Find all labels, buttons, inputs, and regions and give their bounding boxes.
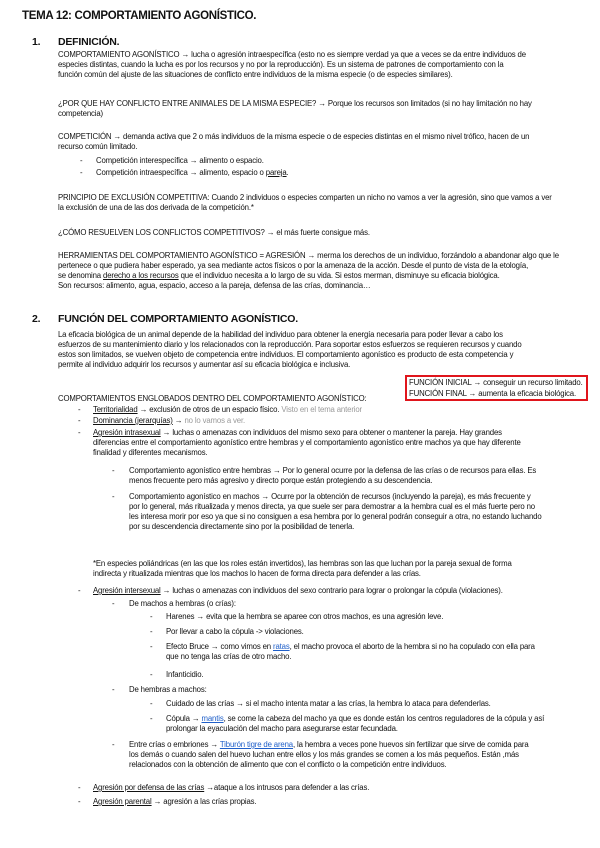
document-title: TEMA 12: COMPORTAMIENTO AGONÍSTICO. [22,10,257,22]
mantis-link[interactable]: mantis [201,714,224,723]
territoriality-item [93,405,362,415]
parental-aggression-item [93,797,256,807]
list-item: Competición interespecífica → alimento o espacio. [96,156,264,165]
text-line: ¿POR QUE HAY CONFLICTO ENTRE ANIMALES DE LA MISMA ESPECIE? → Porque los recursos son limitados (si no hay limitación no hay [58,99,532,108]
text-line: por su descendencia directamente sino por la posibilidad de tenerla. [129,522,355,531]
text-line [58,271,559,281]
bullet-dash: - [80,168,83,177]
text-span: → luchas o amenazas con individuos del sexo contrario para lograr o prolongar la cópula (violaciones). [160,586,503,595]
bullet-dash: - [150,699,153,708]
text-line: especies distintas, cuando la lucha es por los recursos y no por la reproducción). Es un sistema de patrones de comportamiento con la [58,60,504,69]
bullet-dash: - [150,612,153,621]
text-line: prolongar la eyaculación del macho para asegurarse estar fecundada. [166,724,398,733]
bullet-dash: - [150,642,153,651]
text-line: Son recursos: alimento, agua, espacio, acceso a la pareja, defensa de las crías, dominancia… [58,281,371,290]
text-line: estos son limitados, se vuelven objeto de competencia entre individuos. El comportamiento agonístico es producto de esta competencia y [58,350,514,359]
text-line [129,740,529,750]
text-line [93,428,521,438]
resolution-question: ¿CÓMO RESUELVEN LOS CONFLICTOS COMPETITIVOS? → el más fuerte consigue más. [58,228,370,237]
text-line: competencia) [58,109,104,118]
text-line: diferencias entre el comportamiento agonístico entre hembras y el comportamiento agonístico entre machos ya que hay diferente [93,438,521,447]
text-span: Entre crías o embriones → [129,740,220,749]
text-line: menos frecuente pero más agresivo y directo porque están protegiendo a su descendencia. [129,476,433,485]
text-span: → [172,416,185,425]
text-span: → agresión a las crías propias. [151,797,257,806]
text-span: → exclusión de otros de un espacio físico. [137,405,282,414]
initial-function-line: FUNCIÓN INICIAL → conseguir un recurso limitado. [409,378,583,387]
female-to-male-heading: De hembras a machos: [129,685,207,694]
list-item: Por llevar a cabo la cópula -> violaciones. [166,627,304,636]
text-line: pertenece o que pudiera haber esperado, ya sea mediante actos físicos o por la amenaza de la acción. Desde el punto de vista de la etología, [58,261,529,270]
male-agonistic-item [129,492,542,532]
text-line: relacionados con la obtención de alimento que con el conflicto o la competición entre individuos. [129,760,447,769]
underlined-term: Agresión por defensa de las crías [93,783,205,792]
bullet-dash: - [150,714,153,723]
function-paragraph [58,330,522,370]
bullet-dash: - [112,740,115,749]
tools-paragraph [58,251,559,291]
mantis-item [166,714,544,734]
bullet-dash: - [78,783,81,792]
text-line: *En especies poliándricas (en las que los roles están invertidos), las hembras son las que luchan por la pareja sexual de forma [93,559,512,568]
text-span: →ataque a los intrusos para defender a las crías. [204,783,370,792]
text-line: indirecta y ritualizada mientras que los machos lo hacen de forma directa para defender a las crías. [93,569,421,578]
text-span: que el individuo necesita a lo largo de su vida. Si estos merman, disminuye su eficacia biológica. [178,271,500,280]
text-line: la exclusión de una de las dos derivada de la competición.* [58,203,254,212]
underlined-term: pareja [265,168,287,177]
text-line [166,642,535,652]
underlined-term: Territorialidad [93,405,138,414]
text-span: . [286,168,289,177]
section-title: DEFINICIÓN. [58,36,120,48]
section-1-heading [32,36,119,48]
bullet-dash: - [112,599,115,608]
bullet-dash: - [150,627,153,636]
text-line: COMPETICIÓN → demanda activa que 2 o más individuos de la misma especie o de especies distintas en el mismo nivel trófico, hacen de un [58,132,530,141]
underlined-term: Dominancia (jerarquías) [93,416,173,425]
gray-note: Visto en el tema anterior [281,405,362,414]
bullet-dash: - [78,797,81,806]
bullet-dash: - [78,586,81,595]
exclusion-principle-paragraph [58,193,552,213]
text-line: recurso común limitado. [58,142,138,151]
text-line: HERRAMIENTAS DEL COMPORTAMIENTO AGONÍSTICO = AGRESIÓN → merma los derechos de un individuo, forzándolo a abandonar algo que le [58,251,559,260]
bullet-dash: - [80,156,83,165]
text-line: PRINCIPIO DE EXCLUSIÓN COMPETITIVA: Cuando 2 individuos o especies comparten un nicho no vamos a ver la agresión, sino que vamos a ver [58,193,552,202]
polyandry-note [93,559,512,579]
text-line: los demás o cuando salen del huevo luchan entre ellos y los más grandes se comen a los más pequeños. Están ,más [129,750,519,759]
bullet-dash: - [112,685,115,694]
definition-paragraph [58,50,526,80]
sand-tiger-shark-link[interactable]: Tiburón tigre de arena [219,740,293,749]
list-item: Harenes → evita que la hembra se aparee con otros machos, es una agresión leve. [166,612,444,621]
text-span: → luchas o amenazas con individuos del mismo sexo para obtener o mantener la pareja. Hay grandes [160,428,502,437]
underlined-term: derecho a los recursos [103,271,179,280]
text-line: permite al individuo adquirir los recursos y aumentar así su eficacia biológica e inclusiva. [58,360,351,369]
text-line: les interesa morir por eso ya que si no consiguen a esa hembra por lo general podrán conseguir a otra, no estando luchando [129,512,542,521]
text-span: , el macho provoca el aborto de la hembra si no ha copulado con ella para [289,642,535,651]
text-line: COMPORTAMIENTO AGONÍSTICO → lucha o agresión intraespecífica (esto no es siempre verdad ya que a veces se da entre individuos de [58,50,526,59]
function-highlight-box [405,375,588,401]
bullet-dash: - [150,670,153,679]
bullet-dash: - [78,428,81,437]
text-line: Comportamiento agonístico entre hembras → Por lo general ocurre por la defensa de las crías o de recursos para ellas. Es [129,466,537,475]
bullet-dash: - [78,405,81,414]
bullet-dash: - [112,492,115,501]
underlined-term: Agresión intrasexual [93,428,161,437]
bullet-dash: - [112,466,115,475]
text-line: Comportamiento agonístico en machos → Ocurre por la obtención de recursos (incluyendo la pareja), es más frecuente y [129,492,531,501]
bruce-effect-item [166,642,535,662]
bullet-dash: - [78,416,81,425]
text-line [166,714,544,724]
text-line: por lo general, más ritualizada y menos directa, ya que suele ser para demostrar a la hembra cual es el más fuerte pero no [129,502,535,511]
text-line: esfuerzos de su mantenimiento diario y los relacionados con la reproducción. Para soportar estos esfuerzos se requieren recursos y cuando [58,340,522,349]
final-function-line: FUNCIÓN FINAL → aumenta la eficacia biológica. [409,389,577,398]
text-line: finalidad y diferentes mecanismos. [93,448,208,457]
conflict-question-paragraph [58,99,532,119]
list-item: Cuidado de las crías → si el macho intenta matar a las crías, la hembra lo ataca para defenderlas. [166,699,491,708]
text-span: , la hembra a veces pone huevos sin fertilizar que sirve de comida para [293,740,529,749]
competition-paragraph [58,132,529,152]
text-line: función común del ajuste de las situaciones de conflicto entre individuos de la misma especie (o de especies similares). [58,70,453,79]
intersexual-aggression-item [93,586,503,596]
section-number: 2. [32,313,41,325]
text-span: Efecto Bruce → como vimos en [166,642,274,651]
underlined-term: Agresión parental [93,797,152,806]
list-item [96,168,289,178]
text-line: La eficacia biológica de un animal depende de la habilidad del individuo para obtener la energía necesaria para poder llevar a cabo los [58,330,503,339]
offspring-defense-item [93,783,369,793]
section-title: FUNCIÓN DEL COMPORTAMIENTO AGONÍSTICO. [58,313,298,325]
intrasexual-aggression-item [93,428,521,458]
female-agonistic-item [129,466,536,486]
offspring-aggression-item [129,740,529,770]
section-2-heading [32,313,298,325]
male-to-female-heading: De machos a hembras (o crías): [129,599,236,608]
text-span: Competición intraespecífica → alimento, espacio o [96,168,266,177]
section-number: 1. [32,36,41,48]
text-span: Cópula → [166,714,202,723]
gray-note: no lo vamos a ver. [184,416,246,425]
rats-link[interactable]: ratas [273,642,290,651]
underlined-term: Agresión intersexual [93,586,161,595]
text-line: que no tenga las crías de otro macho. [166,652,292,661]
text-span: , se come la cabeza del macho ya que es donde están los centros reguladores de la cópula y así [223,714,545,723]
list-item: Infanticidio. [166,670,204,679]
text-span: se denomina [58,271,104,280]
behaviors-list-title: COMPORTAMIENTOS ENGLOBADOS DENTRO DEL COMPORTAMIENTO AGONÍSTICO: [58,394,367,403]
dominance-item [93,416,245,426]
